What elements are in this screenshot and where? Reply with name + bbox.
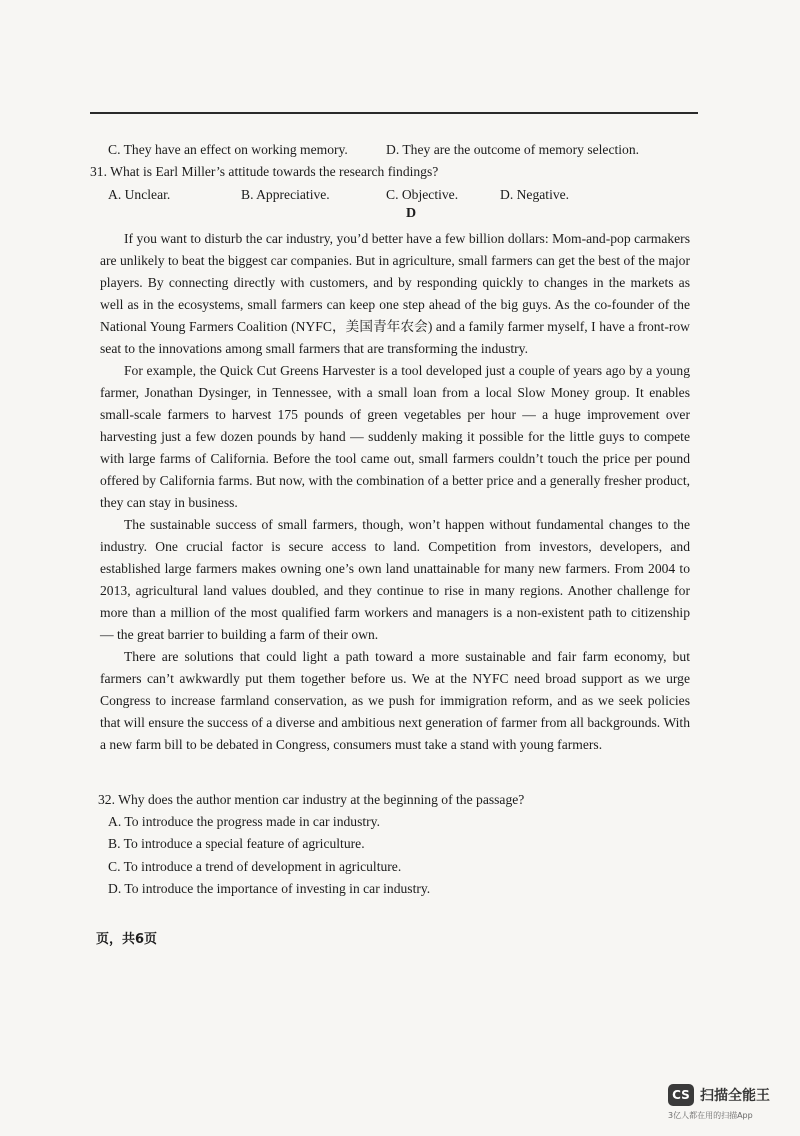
passage-paragraph-1: If you want to disturb the car industry, you’d better have a few billion dollars: Mom-and-pop carmakers are unlikely to beat the biggest car companies. But in agriculture, small farmers can get the best of the major players. By connecting directly with customers, and by responding quickly to changes in the markets as well as in the ecosystems, small farmers can keep one step ahead of the big guys. As the co-founder of the National Young Farmers Coalition (NYFC，美国青年农会) and a family farmer myself, I have a front-row seat to the innovations among small farmers that are transforming the industry. [100,231,690,356]
watermark-tagline: 3亿人都在用的扫描App [668,1111,753,1120]
header-rule [90,112,698,114]
passage [100,228,690,756]
section-label: D [406,206,417,221]
scanner-watermark [668,1084,788,1124]
q31-stem: 31. What is Earl Miller’s attitude towards the research findings? [90,164,439,179]
q32-option-c: C. To introduce a trend of development in agriculture. [108,859,402,874]
q31-option-c: C. Objective. [386,187,459,202]
q30-option-d: D. They are the outcome of memory selection. [386,142,640,157]
q31-option-b: B. Appreciative. [241,187,330,202]
q32-option-b: B. To introduce a special feature of agriculture. [108,836,365,851]
q31-option-a: A. Unclear. [108,187,171,202]
passage-paragraph-4: There are solutions that could light a path toward a more sustainable and fair farm economy, but farmers can’t awkwardly put them together before us. We at the NYFC need broad support as we urge Congress to increase farmland conservation, as we push for immigration reform, and as we seek policies that will ensure the success of a diverse and ambitious next generation of farmer from all backgrounds. With a new farm bill to be debated in Congress, consumers must take a stand with young farmers. [100,649,690,752]
q32-option-d: D. To introduce the importance of investing in car industry. [108,881,431,896]
q31-option-d: D. Negative. [500,187,570,202]
q32-option-a: A. To introduce the progress made in car industry. [108,814,380,829]
passage-paragraph-3: The sustainable success of small farmers, though, won’t happen without fundamental changes to the industry. One crucial factor is secure access to land. Competition from investors, developers, and established large farmers makes owning one’s own land unattainable for many new farmers. From 2004 to 2013, agricultural land values doubled, and they continue to rise in many regions. Another challenge for more than a million of the most qualified farm workers and managers is a non-existent path to citizenship — the great barrier to building a farm of their own. [100,517,690,642]
q30-option-c: C. They have an effect on working memory. [108,142,348,157]
page-footer: 页，共6页 [96,932,158,947]
passage-paragraph-2: For example, the Quick Cut Greens Harvester is a tool developed just a couple of years ago by a young farmer, Jonathan Dysinger, in Tennessee, with a small loan from a local Slow Money group. It enables small-scale farmers to harvest 175 pounds of green vegetables per hour — a huge improvement over harvesting just a few dozen pounds by hand — suddenly making it possible for the little guys to compete with large farms of California. Before the tool came out, small farmers couldn’t touch the price per pound offered by California farms. But now, with the combination of a better price and a generally fresher product, they can stay in business. [100,363,690,510]
watermark-app-name: 扫描全能王 [700,1088,770,1104]
q32-stem: 32. Why does the author mention car industry at the beginning of the passage? [98,792,525,807]
camscanner-logo-icon: CS [668,1084,694,1106]
